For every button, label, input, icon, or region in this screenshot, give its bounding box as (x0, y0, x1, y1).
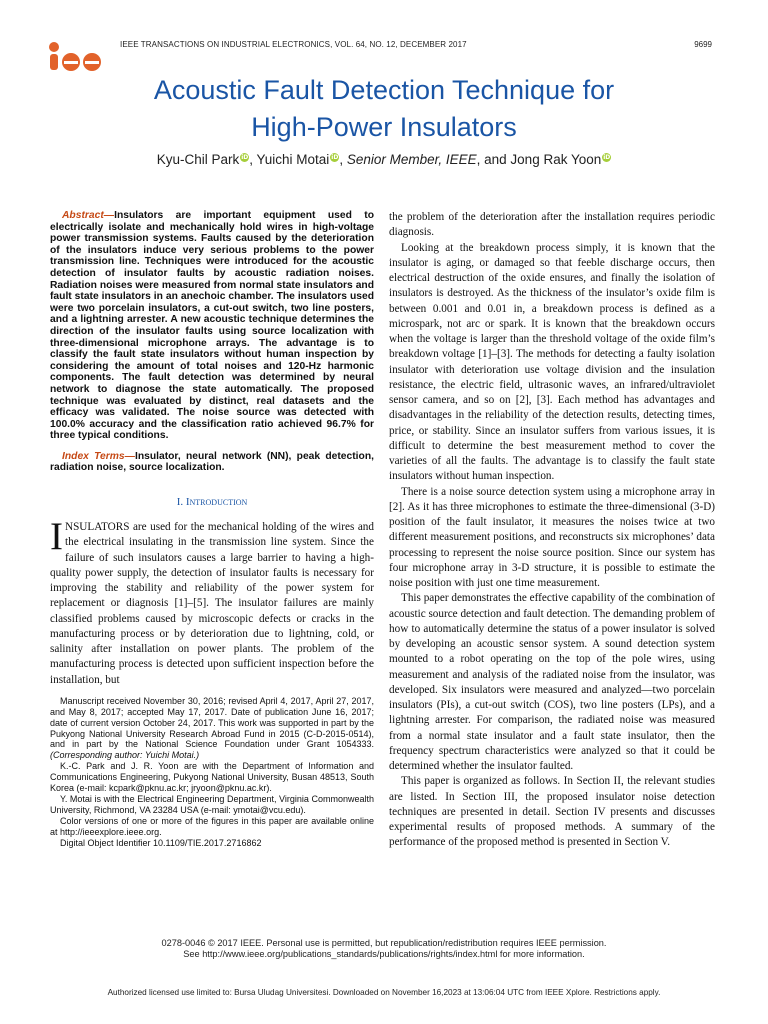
body-paragraph: the problem of the deterioration after the installation requires periodic diagnosis. (389, 211, 715, 239)
footnote-text: Manuscript received November 30, 2016; revised April 4, 2017, April 27, 2017, and May 8, 2017; accepted May 17, 2017. Date of publication June 16, 2017; date of current version October 24, 2017. This work was supported in part by the Pukyong National University Research Abroad Fund in 2015 (C-D-2015-0514), and in part by the National Science Foundation under Grant 1054333. (50, 695, 374, 750)
index-terms (50, 451, 374, 474)
orcid-icon[interactable]: iD (241, 154, 249, 161)
body-paragraph: Looking at the breakdown process simply, it is known that the insulator is aging, or damaged so that feeble discharge occurs, then electrical destruction of the oxide ensures, and finally the isolation of insulators is destroyed. As the thickness of the insulator’s oxide film is between 0.001 and 0.01 in, a breakdown process is defined as a microspark, not arc or spark. It is known that the breakdown occurs when the voltage is larger than the threshold voltage of the oxide film’s breakdown voltage [1]–[3]. The methods for detecting a faulty isolation insulator with deterioration use voltage division and the insulation resistance, the electric field, ultrasonic waves, an infrared/ultraviolet sensor camera, and so on [2], [3]. Each method has advantages and disadvantages in the reliability of the detection results, detecting times, price, or stability. Since an insulator suffers from various issues, it is difficult to determine the best measurement method to cover the varieties of all the faults. The advantage is to classify the fault state insulators without human inspection. (389, 241, 715, 483)
ieee-logo (46, 40, 106, 72)
index-terms-text: Insulator, neural network (NN), peak detection, radiation noise, source localization. (50, 450, 374, 474)
intro-paragraph (50, 515, 374, 688)
download-notice: Authorized licensed use limited to: Bursa Uludag Universitesi. Downloaded on November 16,2023 at 13:06:04 UTC from IEEE Xplore. Restrictions apply. (107, 988, 661, 997)
abstract-text: Insulators are important equipment used to electrically isolate and mechanically hold wires in high-voltage power transmission systems. Faults caused by the deterioration of the insulators induce very serious problems to the power transmission line. Techniques were introduced for the acoustic detection of insulator faults by acoustic radiation noises. Radiation noises were measured from normal state insulators and fault state insulators in an anechoic chamber. The insulators used were two porcelain insulators, a cut-out switch, two line posters, and a lightning arrester. A new acoustic technique determines the direction of the insulator faults using source localization with three-dimensional microphone arrays. The advantage is to classify the fault state insulators without human inspection by considering the amount of total noises and 120-Hz harmonic components. The fault detection was determined by neural network to diagnose the state automatically. The proposed technique was evaluated by distinct, real datasets and the efficacy was validated. The noise source was detected with 100.0% accuracy and the classification ratio achieved 96.7% for three typical conditions. (50, 210, 374, 442)
footnote-affiliation-1: K.-C. Park and J. R. Yoon are with the Department of Information and Communications Engineering, Pukyong National University, Busan 48513, South Korea (e-mail: kcpark@pknu.ac.kr; jryoon@pknu.ac.kr). (50, 761, 374, 794)
footnote-color-versions: Color versions of one or more of the figures in this paper are available online at http://ieeexplore.ieee.org. (50, 815, 374, 837)
left-column (50, 210, 374, 849)
right-column (389, 210, 715, 851)
footnote-affiliation-2: Y. Motai is with the Electrical Engineering Department, Virginia Commonwealth University, Richmond, VA 23284 USA (e-mail: ymotai@vcu.edu). (50, 793, 374, 815)
intro-text: NSULATORS are used for the mechanical holding of the wires and the electrical insulating in the transmission line system. Since the failure of such insulators causes a large barrier to having a high-quality power supply, the detection of insulator faults is necessary for improving the stability and reliability of the power system for replacement or diagnosis [1]–[5]. The insulator failures are mainly classified problems caused by microscopic defects or cracks in the manufacturing process or by deterioration due to lightning, cold, or salinity after installation on power plants. The problem of the manufacturing process is detected upon sufficient inspection before the installation, but (50, 521, 374, 686)
orcid-icon[interactable]: iD (603, 154, 611, 161)
abstract (50, 210, 374, 442)
section-heading (50, 496, 374, 508)
author-membership: Senior Member, IEEE (346, 152, 477, 167)
copyright-notice (0, 938, 768, 960)
page-number: 9699 (694, 40, 712, 49)
copyright-line-2: See http://www.ieee.org/publications_standards/publications/rights/index.html for more information. (183, 949, 585, 959)
section-number: I. (176, 496, 186, 509)
author-name: Jong Rak Yoon (510, 152, 602, 167)
index-terms-label: Index Terms— (62, 450, 135, 462)
author-separator: , (339, 152, 347, 167)
running-head: IEEE TRANSACTIONS ON INDUSTRIAL ELECTRONICS, VOL. 64, NO. 12, DECEMBER 2017 (120, 40, 467, 49)
body-paragraph: This paper demonstrates the effective capability of the combination of acoustic source detection and fault detection. The demanding problem of how to automatically determine the status of a power insulator is solved by developing an acoustic sensor system. A sound detection system mounted to a robot operating on the top of the pole wires, using measurement and analysis of the radiated noise from the insulator, was developed. Six insulators were measured and analyzed—two porcelain insulators (PIs), a cut-out switch (COS), two line posters (LPs), and a lightning arrester. For comparison, the radiated noise was measured from a normal state insulator and a fault state insulator, then the frequency spectrum characteristics were analyzed so that it could be determined whether the insulator faulted. (389, 592, 715, 772)
copyright-line-1: 0278-0046 © 2017 IEEE. Personal use is permitted, but republication/redistribution requires IEEE permission. (161, 938, 607, 948)
author-separator: , (249, 152, 257, 167)
author-name: Kyu-Chil Park (156, 152, 240, 167)
body-paragraph: This paper is organized as follows. In Section II, the relevant studies are listed. In Section III, the proposed insulator noise detection techniques are presented in detail. Section IV presents and discusses experimental results of proposed methods. A summary of the performance of the proposed method is presented in Section V. (389, 775, 715, 849)
body-paragraph: There is a noise source detection system using a microphone array in [2]. As it has three microphones to estimate the three-dimensional (3-D) position of the fault insulator, it measures the noises twice at two different measurement positions, and reconstructs six microphones’ data processing to represent the noise source position. Since our system has four microphone array in 3-D structure, it is possible to estimate the noise position with just one time measurement. (389, 485, 715, 589)
section-title: Introduction (185, 496, 248, 509)
title-line-1: Acoustic Fault Detection Technique for (153, 75, 615, 105)
author-name: Yuichi Motai (256, 152, 330, 167)
corresponding-author-note: (Corresponding author: Yuichi Motai.) (50, 750, 200, 761)
author-line (0, 152, 768, 167)
abstract-label: Abstract— (62, 210, 115, 221)
footnotes (50, 696, 374, 849)
author-separator: , and (476, 152, 511, 167)
footnote-manuscript (50, 696, 374, 761)
title-line-2: High-Power Insulators (251, 112, 517, 142)
paper-title (0, 72, 768, 146)
footnote-doi: Digital Object Identifier 10.1109/TIE.2017.2716862 (60, 837, 262, 848)
drop-cap: I (50, 515, 63, 559)
orcid-icon[interactable]: iD (331, 154, 339, 161)
